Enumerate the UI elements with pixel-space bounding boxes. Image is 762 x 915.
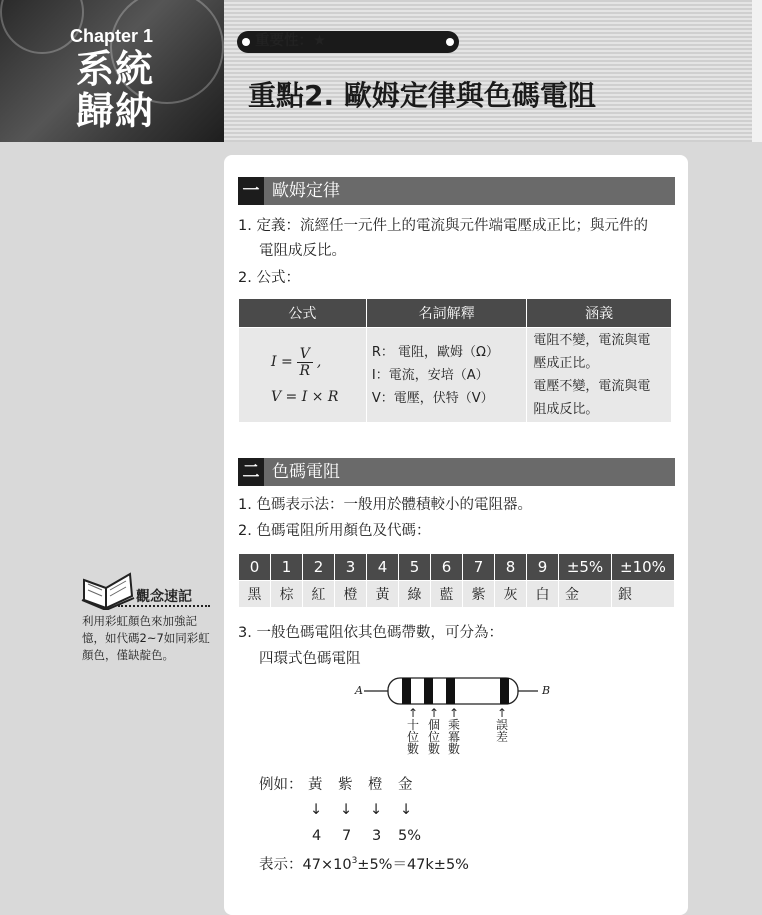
sidenote-title: 觀念速記	[136, 589, 192, 605]
formula-i: I =	[271, 354, 293, 370]
example-value: 7	[342, 828, 352, 844]
band-label-char: 位	[427, 730, 440, 744]
result-exponent: 3	[351, 856, 358, 866]
arrow-up-icon: ↑	[448, 706, 460, 720]
formula-2: V = I × R	[271, 388, 339, 405]
code-cell: 3	[335, 554, 367, 581]
arrow-down-icon: ↓	[370, 802, 383, 818]
arrow-down-icon: ↓	[340, 802, 353, 818]
code-cell: 8	[495, 554, 527, 581]
band-4	[500, 678, 509, 704]
term-i: I：電流，安培（A）	[371, 367, 489, 383]
color-name-cell: 藍	[431, 581, 463, 608]
bullet-icon	[242, 38, 250, 46]
arrow-down-icon: ↓	[400, 802, 413, 818]
code-cell: 7	[463, 554, 495, 581]
code-cell: 2	[303, 554, 335, 581]
chapter-title-line2: 歸納	[76, 89, 155, 133]
color-name-cell: 金	[559, 581, 612, 608]
band-label-char: 個	[427, 718, 440, 732]
example-color: 紫	[338, 777, 353, 793]
four-band-label: 四環式色碼電阻	[259, 651, 361, 667]
meaning-line: 電壓不變，電流與電	[533, 379, 651, 394]
header-edge	[752, 0, 762, 142]
color-code-method: 1. 色碼表示法：一般用於體積較小的電阻器。	[238, 497, 532, 513]
color-name-cell: 灰	[495, 581, 527, 608]
arrow-up-icon: ↑	[407, 706, 419, 720]
formula-comma: ,	[316, 354, 322, 370]
numerator: V	[297, 346, 313, 363]
band-label-char: 十	[406, 718, 419, 732]
example-label: 例如：	[259, 777, 303, 793]
meaning-line: 阻成反比。	[533, 402, 599, 417]
color-name-cell: 白	[527, 581, 559, 608]
chapter-title-line1: 系統	[76, 47, 155, 91]
label-a: A	[355, 684, 363, 697]
section-title: 色碼電阻	[272, 462, 340, 482]
band-label-tolerance	[494, 707, 510, 743]
color-name-cell: 橙	[335, 581, 367, 608]
example-value: 4	[312, 828, 322, 844]
fraction	[297, 346, 313, 379]
band-label-char: 誤	[495, 718, 508, 732]
band-label-multiplier	[446, 707, 462, 755]
band-label-char: 冪	[447, 730, 460, 744]
band-count-intro: 3. 一般色碼電阻依其色碼帶數，可分為：	[238, 625, 503, 641]
color-code-table	[238, 553, 675, 608]
importance-badge	[237, 31, 459, 53]
section-header-ohm	[238, 177, 675, 205]
color-name-cell: 紫	[463, 581, 495, 608]
result-prefix: 表示：47×10	[259, 856, 352, 873]
example-value: 5%	[398, 828, 422, 844]
example-color: 橙	[368, 777, 383, 793]
label-b: B	[542, 684, 551, 697]
denominator: R	[299, 362, 311, 379]
sidenote-divider	[118, 605, 210, 607]
ohm-table	[238, 298, 672, 423]
importance-text: 重要性：★	[255, 33, 326, 49]
terms-cell	[366, 328, 526, 423]
definition-line2: 電阻成反比。	[259, 243, 346, 259]
color-name-cell: 黃	[367, 581, 399, 608]
arrow-up-icon: ↑	[428, 706, 440, 720]
sidenote-text: 利用彩虹顏色來加強記憶，如代碼2~7如同彩虹顏色，僅缺靛色。	[82, 614, 210, 662]
formula-fraction-row	[271, 346, 365, 379]
code-cell: ±5%	[559, 554, 612, 581]
color-name-cell: 綠	[399, 581, 431, 608]
section-number: 一	[238, 177, 264, 205]
color-name-cell: 黑	[239, 581, 271, 608]
meaning-line: 電阻不變，電流與電	[533, 333, 651, 348]
band-label-char: 乘	[447, 718, 460, 732]
table-header: 涵義	[527, 299, 672, 328]
term-v: V：電壓，伏特（V）	[371, 390, 494, 406]
table-header: 公式	[239, 299, 367, 328]
example-color: 黃	[308, 777, 323, 793]
chapter-title	[76, 48, 154, 132]
band-1	[402, 678, 411, 704]
band-label-char: 位	[406, 730, 419, 744]
bullet-icon	[446, 38, 454, 46]
term-r: R： 電阻，歐姆（Ω）	[371, 344, 499, 360]
color-name-cell: 紅	[303, 581, 335, 608]
formula-cell	[239, 328, 367, 423]
band-3	[446, 678, 455, 704]
meaning-cell	[527, 328, 672, 423]
code-cell: 4	[367, 554, 399, 581]
band-label-char: 數	[406, 742, 419, 756]
example-result	[259, 851, 469, 875]
table-header: 名詞解釋	[366, 299, 526, 328]
band-label-tens	[405, 707, 421, 755]
open-book-icon	[80, 570, 136, 610]
code-cell: 6	[431, 554, 463, 581]
color-name-cell: 棕	[271, 581, 303, 608]
example-color: 金	[398, 777, 413, 793]
formula-label: 2. 公式：	[238, 270, 300, 286]
header-band	[224, 0, 752, 142]
chapter-label: Chapter 1	[70, 26, 154, 46]
band-2	[424, 678, 433, 704]
color-name-cell: 銀	[612, 581, 675, 608]
page-title: 重點2. 歐姆定律與色碼電阻	[248, 79, 596, 112]
code-cell: 5	[399, 554, 431, 581]
chapter-banner	[0, 0, 224, 142]
section-header-color-code	[238, 458, 675, 486]
arrow-up-icon: ↑	[496, 706, 508, 720]
code-cell: 0	[239, 554, 271, 581]
arrow-down-icon: ↓	[310, 802, 323, 818]
code-cell: 9	[527, 554, 559, 581]
result-suffix: ±5%＝47k±5%	[357, 856, 469, 873]
band-label-char: 數	[427, 742, 440, 756]
definition-line1: 1. 定義：流經任一元件上的電流與元件端電壓成正比；與元件的	[238, 218, 648, 234]
code-cell: 1	[271, 554, 303, 581]
color-code-intro: 2. 色碼電阻所用顏色及代碼：	[238, 523, 431, 539]
band-label-units	[426, 707, 442, 755]
example-value: 3	[372, 828, 382, 844]
resistor-diagram	[350, 675, 560, 707]
section-number: 二	[238, 458, 264, 486]
section-title: 歐姆定律	[272, 181, 340, 201]
meaning-line: 壓成正比。	[533, 356, 599, 371]
band-label-char: 差	[495, 730, 508, 744]
code-cell: ±10%	[612, 554, 675, 581]
band-label-char: 數	[447, 742, 460, 756]
